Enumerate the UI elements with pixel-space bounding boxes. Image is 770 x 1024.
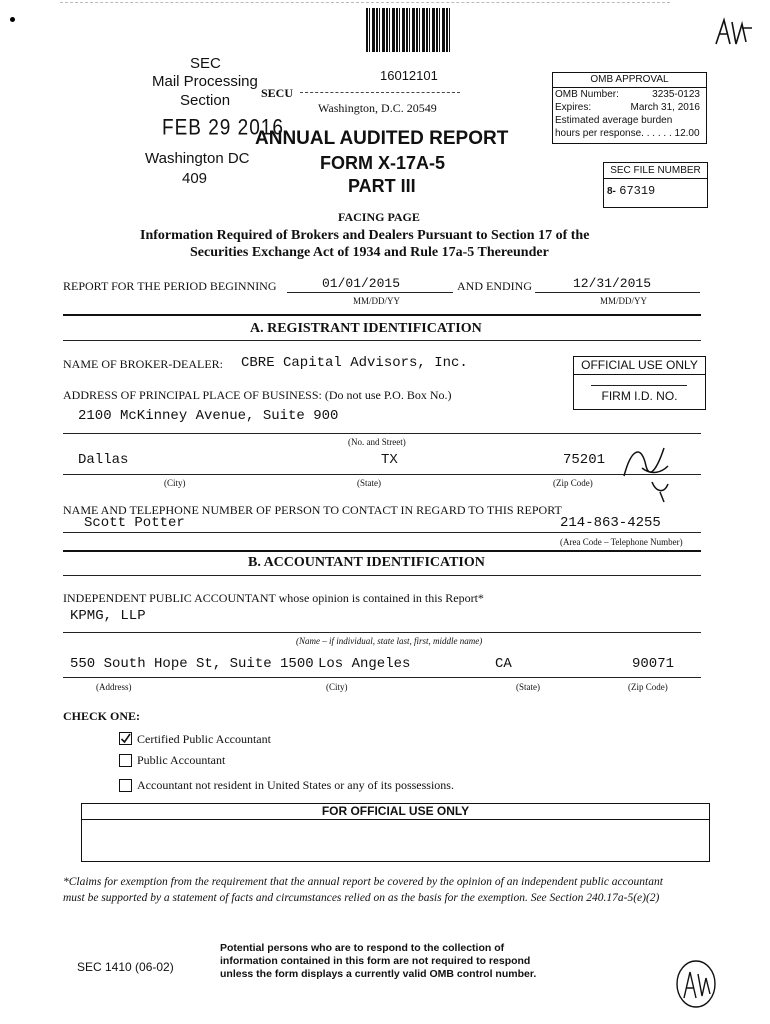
contact-phone[interactable]: 214-863-4255 xyxy=(560,515,661,531)
non-resident-accountant-checkbox[interactable] xyxy=(119,779,132,792)
agency-name-smudge xyxy=(300,92,460,93)
contact-label: NAME AND TELEPHONE NUMBER OF PERSON TO CONTACT IN REGARD TO THIS REPORT xyxy=(63,503,562,517)
state-value-a[interactable]: TX xyxy=(381,452,398,468)
period-end-label: AND ENDING xyxy=(457,279,532,293)
scan-edge-line xyxy=(60,2,670,3)
certified-public-accountant-label: Certified Public Accountant xyxy=(137,732,271,746)
city-caption-a: (City) xyxy=(164,478,186,488)
checkmark-icon xyxy=(120,733,131,744)
city-value-b[interactable]: Los Angeles xyxy=(318,656,411,672)
public-accountant-label: Public Accountant xyxy=(137,753,226,767)
zip-caption-a: (Zip Code) xyxy=(553,478,593,488)
period-begin-line xyxy=(287,292,453,293)
period-end-format: MM/DD/YY xyxy=(600,296,648,306)
section-b-bottom-rule xyxy=(63,575,701,576)
name-caption: (Name – if individual, state last, first, middle name) xyxy=(296,636,483,646)
barcode xyxy=(366,8,452,52)
section-a-heading: A. REGISTRANT IDENTIFICATION xyxy=(250,321,482,336)
contact-line xyxy=(63,532,701,533)
address-caption-b: (Address) xyxy=(96,682,132,692)
info-line-1: Information Required of Brokers and Dealers Pursuant to Section 17 of the xyxy=(140,228,590,243)
state-caption-a: (State) xyxy=(357,478,381,488)
footnote-line-2: must be supported by a statement of facts and circumstances relied on as the basis for the exemption. See Section 240.17a-5(e)(2) xyxy=(63,892,660,904)
info-line-2: Securities Exchange Act of 1934 and Rule 17a-5 Thereunder xyxy=(190,245,549,260)
check-one-label: CHECK ONE: xyxy=(63,709,141,723)
section-b-top-rule xyxy=(63,550,701,552)
report-title: ANNUAL AUDITED REPORT xyxy=(255,128,509,149)
public-accountant-checkbox[interactable] xyxy=(119,754,132,767)
street-value[interactable]: 2100 McKinney Avenue, Suite 900 xyxy=(78,408,339,424)
omb-expires-label: Expires: xyxy=(555,102,592,113)
omb-number-label: OMB Number: xyxy=(555,89,619,100)
agency-location: Washington, D.C. 20549 xyxy=(318,101,437,115)
non-resident-accountant-label: Accountant not resident in United States or any of its possessions. xyxy=(137,778,454,792)
agency-name-partial: SECU xyxy=(261,86,294,100)
firm-id-line xyxy=(591,385,687,386)
address-line-b xyxy=(63,677,701,678)
official-use-label-a: OFFICIAL USE ONLY xyxy=(574,357,705,375)
sec-file-number-label: SEC FILE NUMBER xyxy=(604,163,707,179)
stamp-sec: SEC xyxy=(190,55,221,72)
sec-file-number-value: 67319 xyxy=(619,184,656,198)
section-a-top-rule xyxy=(63,314,701,316)
zip-value-b[interactable]: 90071 xyxy=(632,656,675,672)
city-caption-b: (City) xyxy=(326,682,348,692)
accountant-label: INDEPENDENT PUBLIC ACCOUNTANT whose opinion is contained in this Report* xyxy=(63,591,484,605)
broker-dealer-label: NAME OF BROKER-DEALER: xyxy=(63,357,224,371)
form-title: FORM X-17A-5 xyxy=(320,153,446,173)
official-use-box-b xyxy=(81,803,710,862)
stamp-section: Section xyxy=(180,92,231,109)
handwritten-circled-initials xyxy=(672,958,720,1010)
state-caption-b: (State) xyxy=(516,682,540,692)
document-number: 16012101 xyxy=(380,68,438,83)
omb-number-value: 3235-0123 xyxy=(652,89,700,100)
scan-dot xyxy=(10,17,15,22)
section-b-heading: B. ACCOUNTANT IDENTIFICATION xyxy=(248,555,485,570)
omb-notice-2: information contained in this form are not required to respond xyxy=(220,955,531,967)
omb-approval-box xyxy=(552,72,707,144)
broker-dealer-value[interactable]: CBRE Capital Advisors, Inc. xyxy=(241,355,468,371)
section-a-bottom-rule xyxy=(63,340,701,341)
period-begin-format: MM/DD/YY xyxy=(353,296,401,306)
contact-name[interactable]: Scott Potter xyxy=(84,515,185,531)
address-value-b[interactable]: 550 South Hope St, Suite 1500 xyxy=(70,656,314,672)
omb-burden-2: hours per response. . . . . . 12.00 xyxy=(555,128,700,139)
sec-file-number-box xyxy=(603,162,708,208)
omb-notice-1: Potential persons who are to respond to the collection of xyxy=(220,942,505,954)
period-begin-value[interactable]: 01/01/2015 xyxy=(322,276,401,291)
omb-notice-3: unless the form displays a currently valid OMB control number. xyxy=(220,968,537,980)
zip-caption-b: (Zip Code) xyxy=(628,682,668,692)
part-title: PART III xyxy=(348,176,416,196)
handwritten-initials xyxy=(712,14,754,50)
phone-caption: (Area Code – Telephone Number) xyxy=(560,537,683,547)
accountant-line xyxy=(63,632,701,633)
stamp-code: 409 xyxy=(182,170,208,187)
accountant-value[interactable]: KPMG, LLP xyxy=(70,608,146,624)
address-label: ADDRESS OF PRINCIPAL PLACE OF BUSINESS: (Do not use P.O. Box No.) xyxy=(63,388,452,402)
state-value-b[interactable]: CA xyxy=(495,656,512,672)
period-end-line xyxy=(535,292,700,293)
stamp-city: Washington DC xyxy=(145,150,250,167)
period-begin-label: REPORT FOR THE PERIOD BEGINNING xyxy=(63,279,277,293)
handwritten-signature xyxy=(612,436,682,506)
form-code: SEC 1410 (06-02) xyxy=(77,960,174,974)
firm-id-label: FIRM I.D. NO. xyxy=(601,389,678,403)
street-line xyxy=(63,433,701,434)
footnote-line-1: *Claims for exemption from the requirement that the annual report be covered by the opinion of an independent public accountant xyxy=(63,876,663,888)
omb-title: OMB APPROVAL xyxy=(553,73,706,88)
stamp-date: FEB 29 2016 xyxy=(162,116,284,141)
street-caption: (No. and Street) xyxy=(348,437,406,447)
official-use-box-a xyxy=(573,356,706,410)
city-value-a[interactable]: Dallas xyxy=(78,452,129,468)
stamp-mail-processing: Mail Processing xyxy=(152,73,258,90)
official-use-label-b: FOR OFFICIAL USE ONLY xyxy=(82,804,709,820)
city-line-a xyxy=(63,474,701,475)
omb-burden-1: Estimated average burden xyxy=(555,115,673,126)
certified-public-accountant-checkbox[interactable] xyxy=(119,732,132,745)
zip-value-a[interactable]: 75201 xyxy=(563,452,606,468)
facing-page: FACING PAGE xyxy=(338,210,420,224)
sec-file-prefix: 8- xyxy=(607,186,616,197)
period-end-value[interactable]: 12/31/2015 xyxy=(573,276,652,291)
omb-expires-value: March 31, 2016 xyxy=(630,102,700,113)
